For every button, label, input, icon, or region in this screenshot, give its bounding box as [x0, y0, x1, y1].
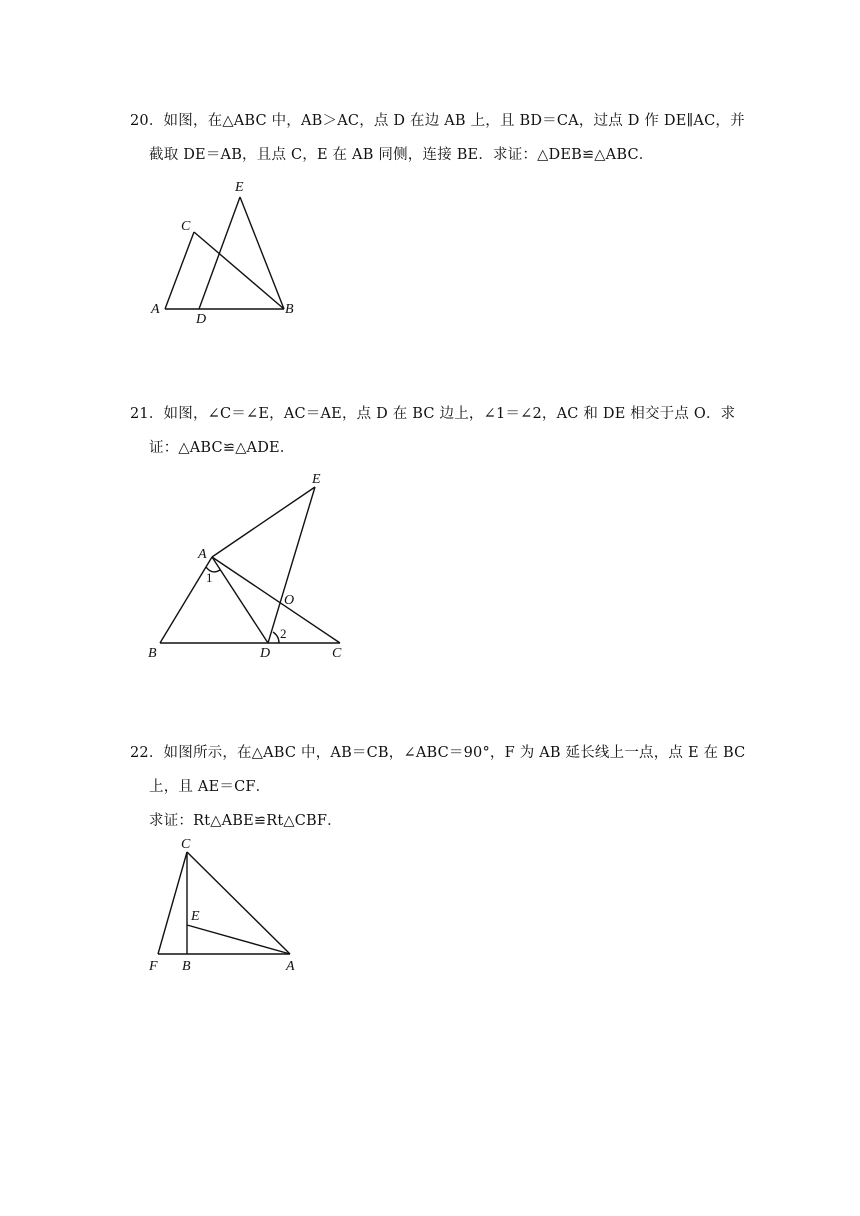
label-angle-2: 2 [280, 626, 287, 641]
segment-AC [212, 557, 340, 643]
angle-2-arc [273, 632, 279, 643]
label-E: E [235, 180, 244, 195]
segment-CA [187, 852, 290, 954]
label-B: B [148, 646, 157, 661]
problem-20-text-line1: 20．如图，在△ABC 中，AB＞AC，点 D 在边 AB 上，且 BD＝CA，过点 D 作 DE∥AC，并 [130, 113, 745, 129]
segment-AD [212, 557, 268, 643]
segment-DE [199, 197, 240, 309]
label-C: C [181, 219, 191, 234]
label-E: E [191, 909, 200, 924]
label-A: A [286, 959, 295, 974]
label-B: B [285, 302, 294, 317]
label-D: D [260, 646, 271, 661]
label-F: F [149, 959, 158, 974]
problem-21-text-line2: 证：△ABC≌△ADE． [149, 440, 295, 456]
label-C: C [332, 646, 342, 661]
label-C: C [181, 837, 191, 852]
label-O: O [284, 593, 295, 608]
segment-AE [212, 487, 315, 557]
problem-22-figure [140, 832, 320, 982]
segment-AC [165, 232, 194, 309]
problem-21-text-line1: 21．如图，∠C＝∠E，AC＝AE，点 D 在 BC 边上，∠1＝∠2，AC 和 DE 相交于点 O．求 [130, 406, 736, 422]
problem-22-text-line1: 22．如图所示，在△ABC 中，AB＝CB，∠ABC＝90°，F 为 AB 延长线上一点，点 E 在 BC [130, 745, 746, 761]
segment-EB [240, 197, 284, 309]
label-D: D [196, 312, 207, 327]
segment-CB [194, 232, 284, 309]
label-B: B [182, 959, 191, 974]
label-angle-1: 1 [206, 570, 213, 585]
label-E: E [312, 472, 321, 487]
segment-AB [160, 557, 212, 643]
problem-20-text-line2: 截取 DE＝AB，且点 C，E 在 AB 同侧，连接 BE．求证：△DEB≌△ABC． [149, 147, 654, 163]
problem-21-figure [140, 465, 360, 665]
segment-CF [158, 852, 187, 954]
problem-20-figure [140, 170, 310, 330]
label-A: A [198, 547, 207, 562]
segment-DE [268, 487, 315, 643]
problem-22-text-line2: 上，且 AE＝CF． [149, 779, 271, 795]
problem-22-text-line3: 求证：Rt△ABE≌Rt△CBF． [149, 813, 342, 829]
label-A: A [151, 302, 160, 317]
